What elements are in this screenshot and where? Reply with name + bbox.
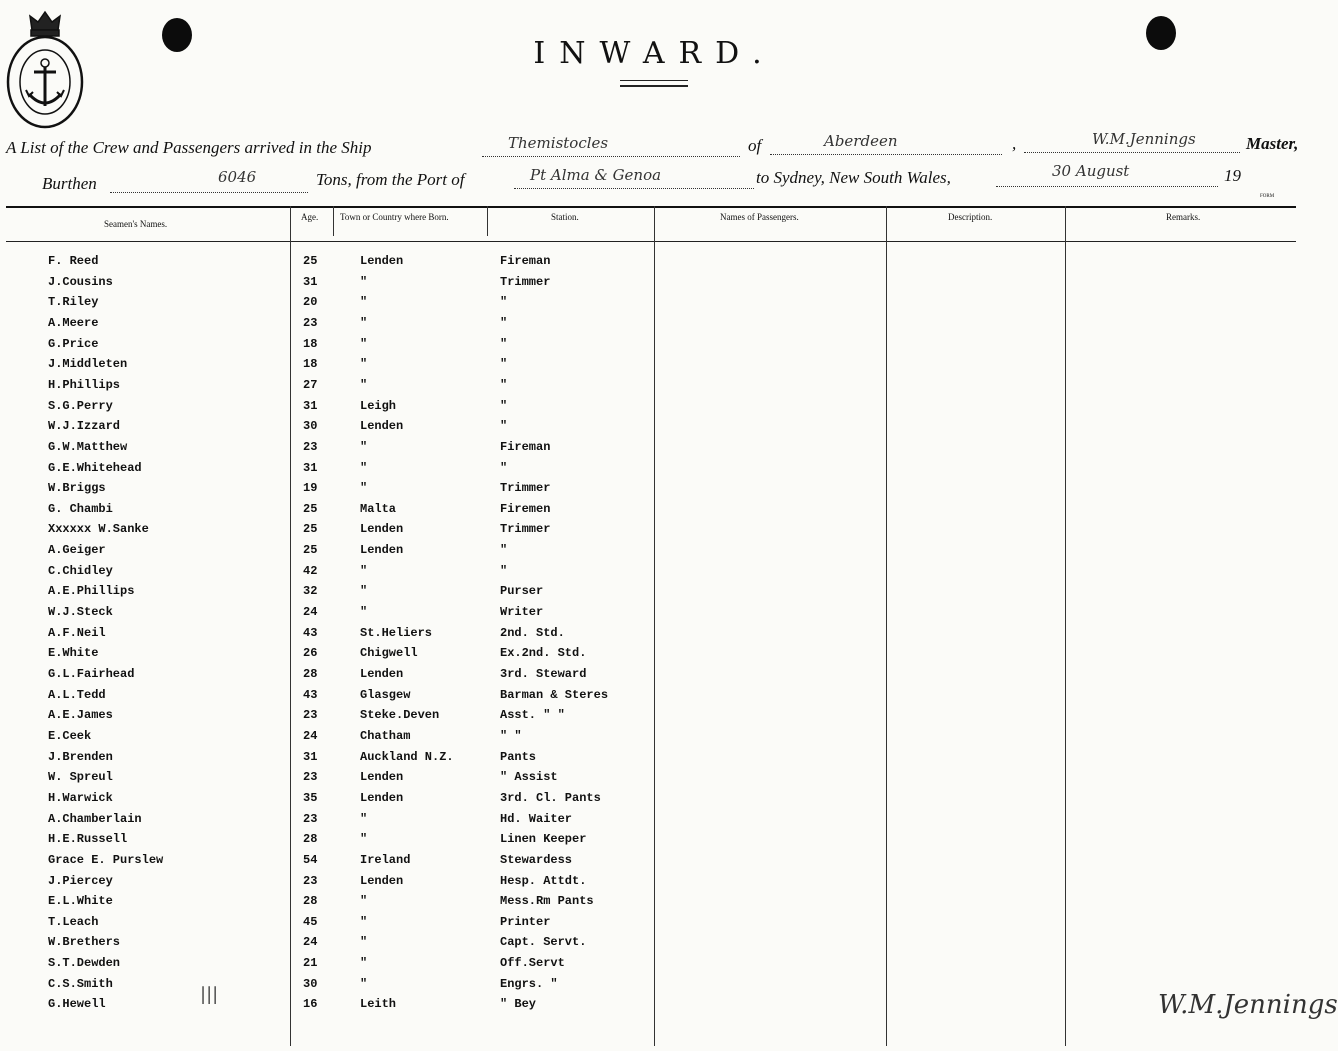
crew-name: G. Chambi [48, 502, 113, 516]
crew-name: S.G.Perry [48, 399, 113, 413]
col-header-town: Town or Country where Born. [340, 212, 449, 222]
crew-age: 23 [303, 708, 318, 722]
crew-station: Pants [500, 750, 537, 764]
crew-name: A.Meere [48, 316, 99, 330]
crew-birthplace: Leigh [360, 399, 397, 413]
crew-age: 25 [303, 543, 318, 557]
crew-name: T.Leach [48, 915, 99, 929]
crew-station: Linen Keeper [500, 832, 587, 846]
pencil-tick-marks: ||| [200, 984, 219, 1005]
col-header-passengers: Names of Passengers. [720, 212, 799, 222]
crew-station: Engrs. " [500, 977, 558, 991]
master-signature: W.M.Jennings [1158, 990, 1338, 1020]
crew-age: 16 [303, 997, 318, 1011]
table-header-rule [6, 241, 1296, 242]
crew-name: A.L.Tedd [48, 688, 106, 702]
crew-age: 28 [303, 667, 318, 681]
crew-age: 23 [303, 874, 318, 888]
crew-age: 42 [303, 564, 318, 578]
crew-age: 25 [303, 522, 318, 536]
crew-birthplace: Lenden [360, 254, 404, 268]
crew-name: A.E.James [48, 708, 113, 722]
crew-station: 3rd. Cl. Pants [500, 791, 601, 805]
crew-name: S.T.Dewden [48, 956, 121, 970]
crew-birthplace: Lenden [360, 770, 404, 784]
crew-station: " [500, 543, 508, 557]
crew-age: 25 [303, 254, 318, 268]
header-line1-comma: , [1012, 134, 1017, 153]
crew-birthplace: Chatham [360, 729, 411, 743]
crew-birthplace: " [360, 832, 368, 846]
crew-name: W. Spreul [48, 770, 113, 784]
crew-age: 20 [303, 295, 318, 309]
crew-name: A.E.Phillips [48, 584, 135, 598]
crew-name: E.L.White [48, 894, 113, 908]
crew-birthplace: " [360, 357, 368, 371]
crew-age: 27 [303, 378, 318, 392]
crew-age: 18 [303, 337, 318, 351]
crew-age: 35 [303, 791, 318, 805]
crew-station: Firemen [500, 502, 551, 516]
header-line1-master: Master, [1246, 134, 1299, 153]
crew-age: 31 [303, 399, 318, 413]
crew-station: " [500, 461, 508, 475]
crew-age: 25 [303, 502, 318, 516]
crew-station: Fireman [500, 254, 551, 268]
crew-station: Writer [500, 605, 544, 619]
crew-station: Purser [500, 584, 544, 598]
crew-age: 23 [303, 770, 318, 784]
table-top-rule [6, 206, 1296, 208]
crew-station: Mess.Rm Pants [500, 894, 594, 908]
crew-name: G.E.Whitehead [48, 461, 142, 475]
header-line1-intro: A List of the Crew and Passengers arrived in the Ship [6, 138, 372, 157]
crew-name: J.Piercey [48, 874, 113, 888]
crew-birthplace: " [360, 584, 368, 598]
crew-name: C.S.Smith [48, 977, 113, 991]
crew-birthplace: " [360, 956, 368, 970]
crew-age: 24 [303, 729, 318, 743]
crew-age: 31 [303, 461, 318, 475]
crew-name: E.Ceek [48, 729, 92, 743]
arrival-date: 30 August [1052, 162, 1130, 180]
registry-port-dotted-line [770, 154, 1002, 155]
crew-name: G.W.Matthew [48, 440, 128, 454]
form-number: FORM [1260, 194, 1275, 199]
crew-age: 21 [303, 956, 318, 970]
crew-age: 30 [303, 419, 318, 433]
master-name: W.M.Jennings [1092, 130, 1196, 148]
crew-birthplace: " [360, 295, 368, 309]
crew-birthplace: Steke.Deven [360, 708, 440, 722]
crew-birthplace: Leith [360, 997, 397, 1011]
crew-station: " [500, 378, 508, 392]
year-prefix: 19 [1224, 166, 1241, 185]
crew-birthplace: Lenden [360, 419, 404, 433]
crew-station: Fireman [500, 440, 551, 454]
crew-birthplace: Lenden [360, 791, 404, 805]
ship-name-dotted-line [482, 156, 740, 157]
crew-name: E.White [48, 646, 99, 660]
crew-station: Capt. Servt. [500, 935, 587, 949]
crew-birthplace: " [360, 481, 368, 495]
crew-station: 3rd. Steward [500, 667, 587, 681]
crew-birthplace: " [360, 378, 368, 392]
crew-age: 31 [303, 275, 318, 289]
crew-birthplace: " [360, 894, 368, 908]
crew-station: Trimmer [500, 275, 551, 289]
crew-name: G.Hewell [48, 997, 106, 1011]
crew-name: Grace E. Purslew [48, 853, 164, 867]
col-header-age: Age. [301, 212, 319, 222]
crew-name: H.Phillips [48, 378, 121, 392]
ship-name: Themistocles [508, 134, 609, 152]
crew-station: Hd. Waiter [500, 812, 573, 826]
port-of-registry: Aberdeen [824, 132, 898, 150]
crew-birthplace: " [360, 316, 368, 330]
crew-name: G.L.Fairhead [48, 667, 135, 681]
crew-name: W.Brethers [48, 935, 121, 949]
crew-age: 45 [303, 915, 318, 929]
crew-birthplace: " [360, 977, 368, 991]
crew-birthplace: Lenden [360, 667, 404, 681]
crew-name: J.Middleten [48, 357, 128, 371]
column-divider-3 [487, 206, 488, 236]
col-header-description: Description. [948, 212, 993, 222]
crew-birthplace: " [360, 275, 368, 289]
crew-name: A.Geiger [48, 543, 106, 557]
crew-station: " [500, 419, 508, 433]
crew-station: " Bey [500, 997, 537, 1011]
crew-station: Asst. " " [500, 708, 565, 722]
crew-birthplace: " [360, 440, 368, 454]
column-divider-6 [1065, 206, 1066, 1046]
crew-birthplace: Lenden [360, 874, 404, 888]
crew-age: 23 [303, 812, 318, 826]
crew-station: Off.Servt [500, 956, 565, 970]
header-line2-burthen: Burthen [42, 174, 97, 193]
crew-name: A.Chamberlain [48, 812, 142, 826]
column-divider-4 [654, 206, 655, 1046]
crew-station: " [500, 564, 508, 578]
crew-birthplace: Lenden [360, 522, 404, 536]
crew-name: Xxxxxx W.Sanke [48, 522, 149, 536]
crew-name: A.F.Neil [48, 626, 106, 640]
crew-birthplace: " [360, 935, 368, 949]
crew-station: " [500, 295, 508, 309]
crew-birthplace: " [360, 915, 368, 929]
col-header-remarks: Remarks. [1166, 212, 1201, 222]
crew-station: Printer [500, 915, 551, 929]
crew-station: " [500, 337, 508, 351]
crew-name: G.Price [48, 337, 99, 351]
crew-station: " [500, 316, 508, 330]
crew-birthplace: St.Heliers [360, 626, 433, 640]
header-line2-to-sydney: to Sydney, New South Wales, [756, 168, 951, 187]
crew-name: C.Chidley [48, 564, 113, 578]
tonnage-dotted-line [110, 192, 308, 193]
crew-age: 31 [303, 750, 318, 764]
crew-name: W.J.Izzard [48, 419, 121, 433]
from-port: Pt Alma & Genoa [530, 166, 662, 184]
crew-age: 19 [303, 481, 318, 495]
col-header-names: Seamen's Names. [104, 219, 168, 229]
crew-birthplace: Malta [360, 502, 397, 516]
crew-age: 54 [303, 853, 318, 867]
crew-age: 24 [303, 935, 318, 949]
crew-birthplace: Auckland N.Z. [360, 750, 454, 764]
crew-age: 26 [303, 646, 318, 660]
crew-age: 32 [303, 584, 318, 598]
crew-name: W.Briggs [48, 481, 106, 495]
crew-age: 28 [303, 894, 318, 908]
crew-station: Hesp. Attdt. [500, 874, 587, 888]
crew-age: 23 [303, 316, 318, 330]
crew-age: 30 [303, 977, 318, 991]
crew-birthplace: " [360, 461, 368, 475]
date-dotted-line [996, 186, 1218, 187]
crew-birthplace: Chigwell [360, 646, 418, 660]
crew-station: Trimmer [500, 481, 551, 495]
crew-birthplace: Lenden [360, 543, 404, 557]
column-divider-1 [290, 206, 291, 1046]
crew-station: " [500, 399, 508, 413]
crew-station: Ex.2nd. Std. [500, 646, 587, 660]
col-header-station: Station. [551, 212, 579, 222]
header-line2-tons-from: Tons, from the Port of [316, 170, 465, 189]
crew-station: 2nd. Std. [500, 626, 565, 640]
crew-station: " [500, 357, 508, 371]
tonnage: 6046 [218, 168, 257, 186]
crew-age: 18 [303, 357, 318, 371]
crew-birthplace: Glasgew [360, 688, 411, 702]
crew-station: Barman & Steres [500, 688, 609, 702]
header-line1-of: of [748, 136, 762, 155]
crew-station: " " [500, 729, 522, 743]
column-divider-5 [886, 206, 887, 1046]
crew-age: 23 [303, 440, 318, 454]
column-divider-2 [333, 206, 334, 236]
title-underline [620, 80, 688, 87]
master-name-dotted-line [1024, 152, 1240, 153]
crew-name: T.Riley [48, 295, 99, 309]
crew-birthplace: " [360, 605, 368, 619]
crew-name: F. Reed [48, 254, 99, 268]
from-port-dotted-line [514, 188, 754, 189]
crew-name: W.J.Steck [48, 605, 113, 619]
crew-age: 43 [303, 688, 318, 702]
crew-station: " Assist [500, 770, 558, 784]
crew-birthplace: " [360, 812, 368, 826]
crew-name: J.Cousins [48, 275, 113, 289]
crew-birthplace: " [360, 337, 368, 351]
crew-birthplace: Ireland [360, 853, 411, 867]
crew-age: 43 [303, 626, 318, 640]
crew-age: 28 [303, 832, 318, 846]
crew-name: J.Brenden [48, 750, 113, 764]
crew-birthplace: " [360, 564, 368, 578]
crew-station: Trimmer [500, 522, 551, 536]
document-title: INWARD. [533, 36, 776, 71]
crew-name: H.Warwick [48, 791, 113, 805]
crew-station: Stewardess [500, 853, 573, 867]
crew-name: H.E.Russell [48, 832, 128, 846]
crew-age: 24 [303, 605, 318, 619]
